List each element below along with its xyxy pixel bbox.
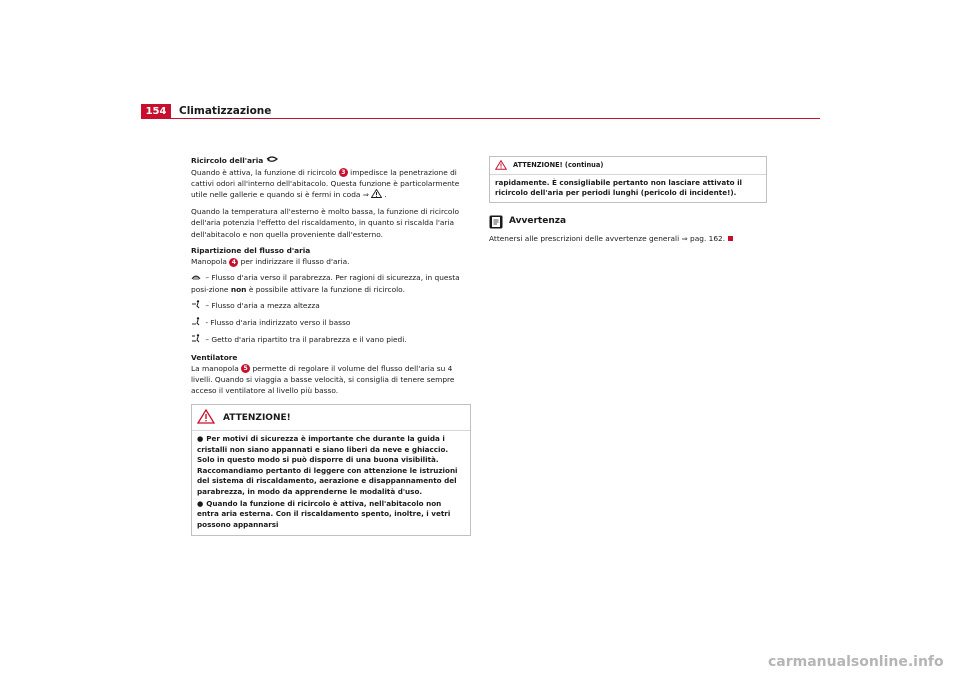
recirc-heading-text: Ricircolo dell'aria	[191, 156, 264, 165]
note-title: Avvertenza	[509, 216, 567, 227]
header-divider	[141, 118, 820, 119]
warning-continued-box	[489, 156, 767, 203]
warning-continued-title: ATTENZIONE! (continua)	[513, 161, 604, 169]
warning-title: ATTENZIONE!	[223, 413, 291, 424]
airflow-floor-icon	[191, 317, 201, 329]
text: – Flusso d'aria verso il parabrezza. Per ragioni di sicurezza, in questa posi-zione	[191, 273, 460, 294]
warning-triangle-icon	[371, 189, 382, 201]
airflow-mode-floor	[191, 317, 471, 329]
text: Per motivi di sicurezza è importante che durante la guida i cristalli non siano appannati e siano liberi da neve e ghiaccio. Solo in questo modo si può disporre di una buona visibilità. Raccomandiamo pertanto di leggere con attenzione le istruzioni del sistema di riscaldamento, aerazione e disappannamento del parabrezza, in modo da apprenderne le modalità d'uso.	[197, 434, 458, 496]
recirc-paragraph-1	[191, 167, 471, 202]
warning-header	[192, 405, 470, 431]
windscreen-defrost-icon	[191, 273, 201, 284]
text: Attenersi alle prescrizioni delle avvertenze generali ⇒ pag. 162.	[489, 233, 726, 243]
warning-continued-header	[490, 157, 766, 175]
bullet-icon: ●	[197, 434, 204, 444]
right-column	[489, 156, 767, 249]
warning-continued-text: rapidamente. È consigliabile pertanto non lasciare attivato il ricircolo dell'aria per periodi lunghi (pericolo di incidente!).	[495, 177, 742, 198]
fan-heading: Ventilatore	[191, 352, 238, 362]
airflow-heading: Ripartizione del flusso d'aria	[191, 245, 311, 255]
note-header	[489, 215, 767, 229]
text: – Getto d'aria ripartito tra il parabrezza e il vano piedi.	[205, 335, 407, 345]
text: permette di regolare il volume del flusso dell'aria su 4 livelli. Quando si viaggia a basse velocità, si consiglia di tenere sempre acceso il ventilatore al livello più basso.	[191, 363, 455, 396]
warning-triangle-icon	[495, 160, 507, 170]
fan-paragraph	[191, 363, 471, 397]
end-of-section-icon	[728, 236, 733, 241]
warning-item	[192, 499, 470, 531]
airflow-mode-split	[191, 334, 471, 346]
control-badge-a3: 3	[339, 168, 348, 177]
text: per indirizzare il flusso d'aria.	[240, 257, 350, 267]
warning-item	[192, 434, 470, 498]
text: La manopola	[191, 363, 239, 373]
page-title: Climatizzazione	[179, 105, 272, 117]
airflow-paragraph	[191, 256, 471, 267]
text: .	[384, 190, 387, 200]
recirculation-icon	[266, 155, 278, 166]
recirc-heading	[191, 155, 471, 167]
note-text	[489, 233, 767, 244]
footer-watermark: carmanualsonline.info	[768, 654, 944, 670]
left-column	[191, 155, 471, 536]
text: è possibile attivare la funzione di ricircolo.	[248, 284, 405, 294]
note-icon	[489, 215, 503, 229]
text: Quando è attiva, la funzione di ricircolo	[191, 167, 337, 177]
text: – Flusso d'aria a mezza altezza	[205, 301, 320, 311]
page-number: 154	[141, 104, 171, 119]
text: - Flusso d'aria indirizzato verso il basso	[205, 318, 351, 328]
airflow-mode-mid	[191, 300, 471, 312]
text: Quando la funzione di ricircolo è attiva, nell'abitacolo non entra aria esterna. Con il riscaldamento spento, inoltre, i vetri possono appannarsi	[197, 498, 451, 529]
text: Manopola	[191, 257, 227, 267]
text: non	[230, 284, 247, 294]
control-badge-a5: 5	[241, 364, 250, 373]
airflow-split-icon	[191, 334, 201, 346]
text: impedisce la penetrazione di cattivi odori all'interno dell'abitacolo. Questa funzione è particolarmente utile nelle gallerie e quando si è fermi in coda ⇒	[191, 167, 460, 200]
airflow-mode-windscreen	[191, 272, 471, 295]
warning-triangle-icon	[197, 409, 215, 428]
control-badge-a4: 4	[229, 258, 238, 267]
airflow-mid-icon	[191, 300, 201, 312]
bullet-icon: ●	[197, 498, 204, 508]
warning-box	[191, 404, 471, 536]
recirc-paragraph-2: Quando la temperatura all'esterno è molto bassa, la funzione di ricircolo dell'aria potenzia l'effetto del riscaldamento, in quanto si riscalda l'aria dell'abitacolo e non quella proveniente dall'esterno.	[191, 207, 459, 239]
